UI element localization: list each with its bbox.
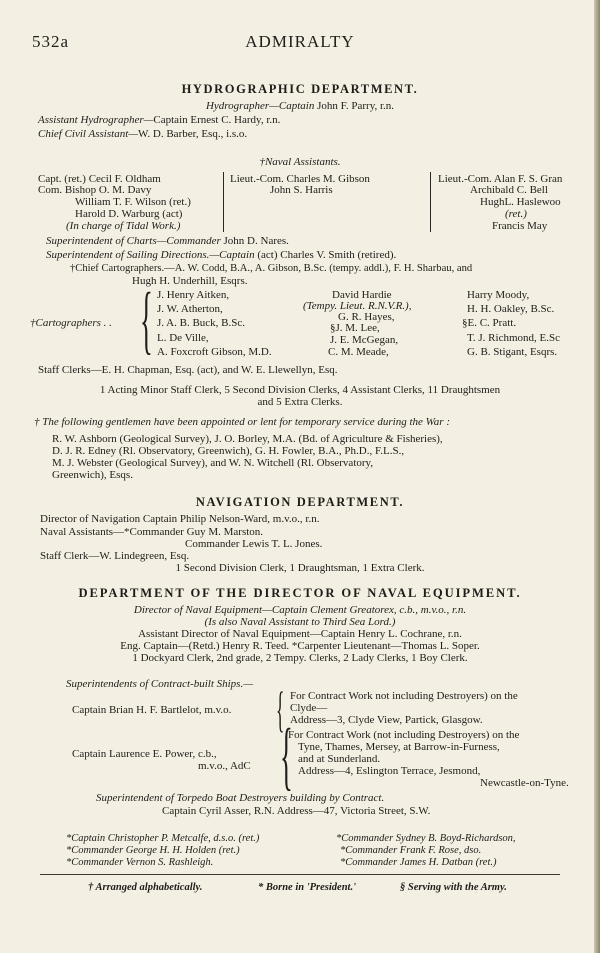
power-line-0: For Contract Work (not including Destroyers) on the — [288, 729, 520, 741]
power-line-2: and at Sunderland. — [298, 753, 381, 765]
naval-assistants-heading: †Naval Assistants. — [259, 156, 341, 168]
lent-line-0: R. W. Ashborn (Geological Survey), J. O. Borley, M.A. (Bd. of Agriculture & Fisheries), — [52, 433, 443, 445]
naval-assistants-col1-1: Com. Bishop O. M. Davy — [38, 184, 152, 196]
footnote-1: * Borne in 'President.' — [258, 882, 357, 893]
assistant-hydrographer-line — [38, 114, 280, 126]
bartlelot-line-0: For Contract Work not including Destroyers) on the — [290, 690, 518, 702]
carto-col3-0: Harry Moody, — [467, 289, 530, 301]
supt-charts-line — [46, 235, 289, 247]
navigation-heading: NAVIGATION DEPARTMENT. — [195, 495, 405, 509]
power-name2: m.v.o., AdC — [198, 760, 251, 772]
supt-sailing-name: (act) Charles V. Smith (retired). — [257, 249, 397, 261]
supts-heading: Superintendents of Contract-built Ships.— — [66, 678, 253, 690]
power-line-3: Address—4, Eslington Terrace, Jesmond, — [298, 765, 481, 777]
naval-assistants-col3-1: Archibald C. Bell — [470, 184, 548, 196]
nav-director: Director of Navigation Captain Philip Nelson-Ward, m.v.o., r.n. — [40, 513, 320, 525]
carto-col3-1: H. H. Oakley, B.Sc. — [467, 303, 555, 315]
page-number: 532a — [32, 32, 70, 51]
naval-assistants-col1-4: (In charge of Tidal Work.) — [66, 220, 181, 232]
lent-line-1: D. J. R. Edney (Rl. Observatory, Greenwich), G. H. Fowler, B.A., Ph.D., F.L.S., — [52, 445, 405, 457]
torpedo-line2: Captain Cyril Asser, R.N. Address—47, Victoria Street, S.W. — [162, 805, 431, 817]
dne-director: Director of Naval Equipment—Captain Clement Greatorex, c.b., m.v.o., r.n. — [133, 604, 467, 616]
carto-col3-2: §E. C. Pratt. — [462, 317, 517, 329]
nav-staff-clerk: Staff Clerk—W. Lindegreen, Esq. — [40, 550, 190, 562]
left-brace-icon: { — [140, 278, 153, 362]
footer-right-0: *Commander Sydney B. Boyd-Richardson, — [336, 833, 516, 844]
left-brace-icon: { — [280, 714, 293, 798]
footnote-rule — [40, 874, 560, 875]
nav-assistants: Naval Assistants—*Commander Guy M. Marston. — [40, 526, 264, 538]
dne-clerks: 1 Dockyard Clerk, 2nd grade, 2 Tempy. Clerks, 2 Lady Clerks, 1 Boy Clerk. — [132, 652, 468, 664]
chief-cartographers-line1: †Chief Cartographers.—A. W. Codd, B.A., A. Gibson, B.Sc. (tempy. addl.), F. H. Sharbau, and — [70, 263, 473, 274]
left-brace-icon: { — [276, 681, 285, 737]
naval-assistants-col2-1: John S. Harris — [270, 184, 333, 196]
cartographers-label: †Cartographers . . — [30, 317, 112, 329]
dne-eng: Eng. Captain—(Retd.) Henry R. Teed. *Carpenter Lieutenant—Thomas L. Soper. — [120, 640, 480, 652]
nav-clerks: 1 Second Division Clerk, 1 Draughtsman, 1 Extra Clerk. — [175, 562, 425, 574]
torpedo-line1: Superintendent of Torpedo Boat Destroyers building by Contract. — [96, 792, 385, 804]
clerks-line1: 1 Acting Minor Staff Clerk, 5 Second Division Clerks, 4 Assistant Clerks, 11 Draughtsmen — [99, 384, 501, 396]
carto-col3-4: G. B. Stigant, Esqrs. — [467, 346, 558, 358]
hydrographer-label: Hydrographer—Captain — [205, 100, 315, 112]
bartlelot-line-1: Clyde— — [290, 702, 328, 714]
lent-line-3: Greenwich), Esqs. — [52, 469, 133, 481]
naval-assistants-col3-2: HughL. Haslewoo — [480, 196, 561, 208]
supt-sailing-line — [46, 249, 396, 261]
supt-charts-label: Superintendent of Charts—Commander — [46, 235, 221, 247]
chief-label: Chief Civil Assistant— — [38, 128, 139, 140]
naval-assistants-col1-3: Harold D. Warburg (act) — [75, 208, 183, 220]
naval-assistants-col3-0: Lieut.-Com. Alan F. S. Gran — [438, 173, 563, 185]
supt-sailing-label: Superintendent of Sailing Directions.—Captain — [46, 249, 255, 261]
footnote-2: § Serving with the Army. — [400, 882, 507, 893]
hydrographic-heading: HYDROGRAPHIC DEPARTMENT. — [181, 82, 419, 96]
naval-assistants-col3-3: (ret.) — [505, 208, 527, 220]
footer-left-2: *Commander Vernon S. Rashleigh. — [66, 857, 214, 868]
column-divider — [430, 172, 431, 232]
assistant-name: Captain Ernest C. Hardy, r.n. — [153, 114, 281, 126]
naval-assistants-col3-4: Francis May — [492, 220, 548, 232]
carto-col2-0: David Hardie — [332, 289, 392, 301]
carto-col1-2: J. A. B. Buck, B.Sc. — [157, 317, 246, 329]
carto-col2-1: (Tempy. Lieut. R.N.V.R.), — [303, 300, 412, 312]
carto-col1-3: L. De Ville, — [157, 332, 209, 344]
supt-charts-name: John D. Nares. — [223, 235, 289, 247]
power-line-1: Tyne, Thames, Mersey, at Barrow-in-Furness, — [298, 741, 500, 753]
footnote-0: † Arranged alphabetically. — [88, 882, 203, 893]
footer-left-1: *Commander George H. H. Holden (ret.) — [66, 845, 240, 856]
chief-civil-assistant-line — [38, 128, 247, 140]
footer-left-0: *Captain Christopher P. Metcalfe, d.s.o. (ret.) — [66, 833, 260, 844]
dne-also: (Is also Naval Assistant to Third Sea Lord.) — [204, 616, 396, 628]
carto-col2-2: G. R. Hayes, — [338, 311, 395, 323]
naval-assistants-col1-0: Capt. (ret.) Cecil F. Oldham — [38, 173, 161, 185]
footer-right-2: *Commander James H. Datban (ret.) — [340, 857, 497, 868]
carto-col1-1: J. W. Atherton, — [157, 303, 223, 315]
hydrographer-line — [0, 100, 600, 112]
bartlelot-line-2: Address—3, Clyde View, Partick, Glasgow. — [290, 714, 483, 726]
footer-right-1: *Commander Frank F. Rose, dso. — [340, 845, 482, 856]
power-name1: Captain Laurence E. Power, c.b., — [72, 748, 217, 760]
carto-col2-3: §J. M. Lee, — [330, 322, 380, 334]
chief-name: W. D. Barber, Esq., i.s.o. — [138, 128, 248, 140]
naval-assistants-col2-0: Lieut.-Com. Charles M. Gibson — [230, 173, 370, 185]
naval-assistants-col1-2: William T. F. Wilson (ret.) — [75, 196, 191, 208]
lent-line-2: M. J. Webster (Geological Survey), and W. N. Witchell (Rl. Observatory, — [52, 457, 374, 469]
nav-assistants2: Commander Lewis T. L. Jones. — [185, 538, 323, 550]
carto-col2-5: C. M. Meade, — [328, 346, 389, 358]
power-line-4: Newcastle-on-Tyne. — [480, 777, 569, 789]
column-divider — [223, 172, 224, 232]
carto-col1-0: J. Henry Aitken, — [157, 289, 230, 301]
carto-col3-3: T. J. Richmond, E.Sc — [467, 332, 560, 344]
carto-col2-4: J. E. McGegan, — [330, 334, 399, 346]
clerks-line2: and 5 Extra Clerks. — [257, 396, 343, 408]
page-edge-shadow — [594, 0, 600, 953]
dne-assistant: Assistant Director of Naval Equipment—Captain Henry L. Cochrane, r.n. — [138, 628, 462, 640]
page-title: ADMIRALTY — [245, 32, 355, 51]
bartlelot-name: Captain Brian H. F. Bartlelot, m.v.o. — [72, 704, 232, 716]
lent-note: † The following gentlemen have been appointed or lent for temporary service during the War : — [34, 416, 450, 428]
chief-cartographers-line2: Hugh H. Underhill, Esqrs. — [132, 275, 248, 287]
assistant-label: Assistant Hydrographer— — [38, 114, 154, 126]
staff-clerks-line: Staff Clerks—E. H. Chapman, Esq. (act), and W. E. Llewellyn, Esq. — [38, 364, 338, 376]
hydrographer-name: John F. Parry, r.n. — [317, 100, 395, 112]
dne-heading: DEPARTMENT OF THE DIRECTOR OF NAVAL EQUIPMENT. — [78, 586, 522, 600]
carto-col1-4: A. Foxcroft Gibson, M.D. — [157, 346, 272, 358]
